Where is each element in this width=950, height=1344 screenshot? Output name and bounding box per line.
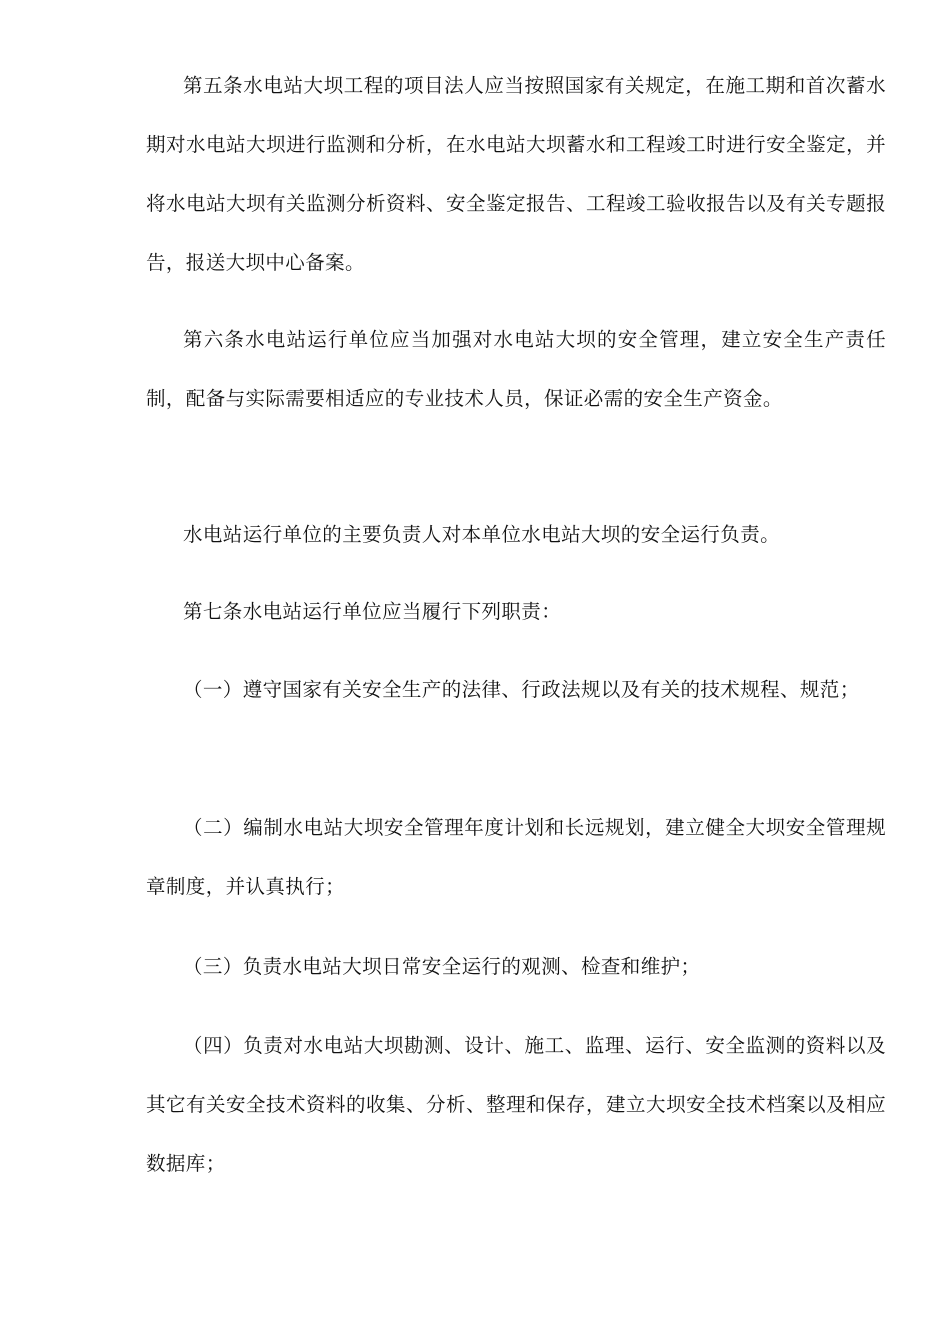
paragraph-article-7: 第七条水电站运行单位应当履行下列职责： bbox=[183, 600, 562, 623]
paragraph-responsibility: 水电站运行单位的主要负责人对本单位水电站大坝的安全运行负责。 bbox=[183, 523, 781, 546]
paragraph-article-5: 第五条水电站大坝工程的项目法人应当按照国家有关规定，在施工期和首次蓄水期对水电站大坝进行监测和分析，在水电站大坝蓄水和工程竣工时进行安全鉴定，并将水电站大坝有关监测分析资料、安全鉴定报告、工程竣工验收报告以及有关专题报告，报送大坝中心备案。 bbox=[146, 74, 886, 274]
list-item-duty-4: （四）负责对水电站大坝勘测、设计、施工、监理、运行、安全监测的资料以及其它有关安全技术资料的收集、分析、整理和保存，建立大坝安全技术档案以及相应数据库； bbox=[146, 1034, 886, 1175]
list-item-duty-2: （二）编制水电站大坝安全管理年度计划和长远规划，建立健全大坝安全管理规章制度，并认真执行； bbox=[146, 816, 886, 898]
list-item-duty-3: （三）负责水电站大坝日常安全运行的观测、检查和维护； bbox=[183, 955, 701, 978]
paragraph-article-6: 第六条水电站运行单位应当加强对水电站大坝的安全管理，建立安全生产责任制，配备与实际需要相适应的专业技术人员，保证必需的安全生产资金。 bbox=[146, 328, 886, 410]
list-item-duty-1: （一）遵守国家有关安全生产的法律、行政法规以及有关的技术规程、规范； bbox=[183, 678, 860, 701]
